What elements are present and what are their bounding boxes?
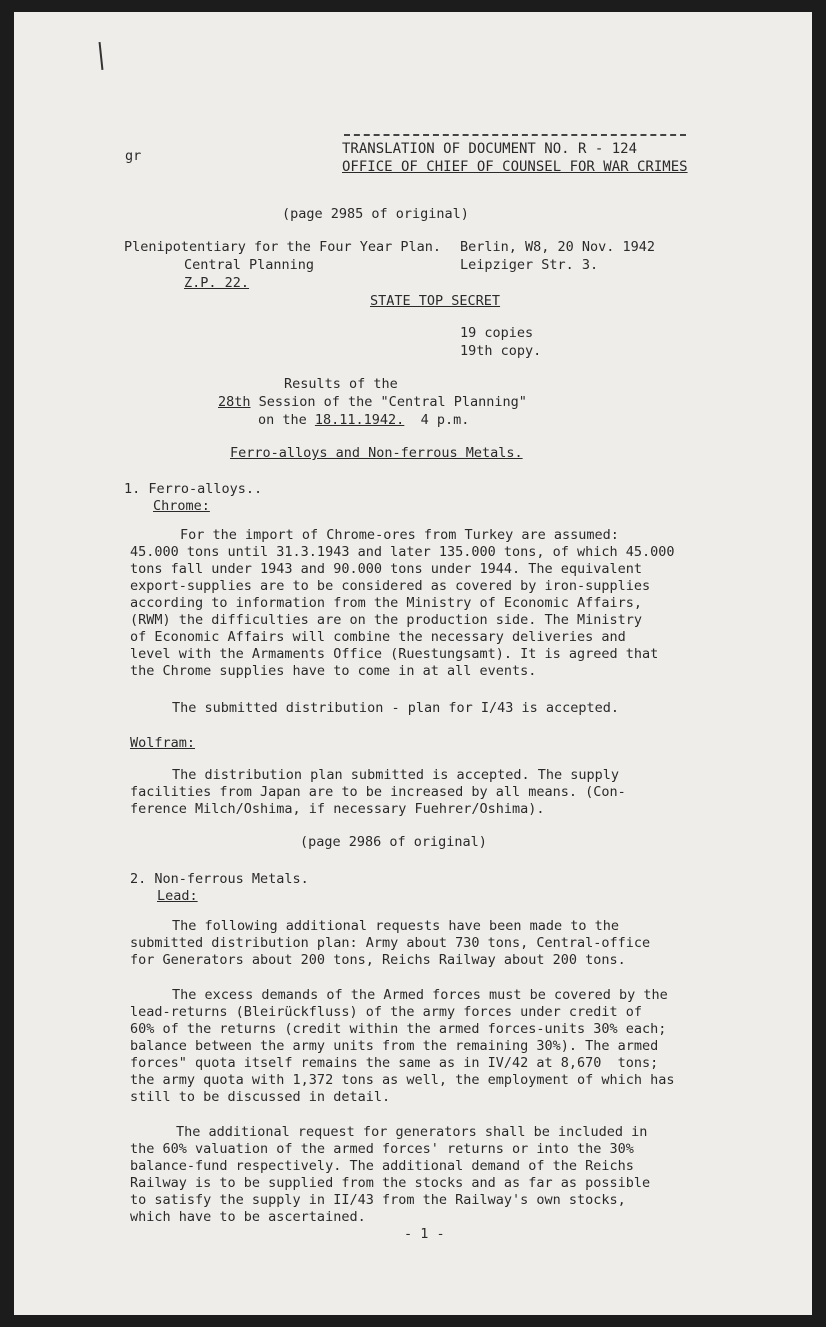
page-reference-top: (page 2985 of original) <box>282 206 469 222</box>
header-dash-line <box>344 134 686 136</box>
classification-label: STATE TOP SECRET <box>370 293 501 309</box>
sender-line-2: Central Planning <box>184 257 315 273</box>
lead-para-3-line-3: balance-fund respectively. The additional demand of the Reichs <box>130 1158 634 1174</box>
lead-para-1-line-3: for Generators about 200 tons, Reichs Railway about 200 tons. <box>130 952 626 968</box>
wolfram-subheading: Wolfram: <box>130 735 196 751</box>
session-number: 28th <box>218 394 251 410</box>
wolfram-para-line-3: ference Milch/Oshima, if necessary Fuehrer/Oshima). <box>130 801 545 817</box>
subject-heading: Ferro-alloys and Non-ferrous Metals. <box>230 445 523 461</box>
lead-para-3-line-5: to satisfy the supply in II/43 from the Railway's own stocks, <box>130 1192 626 1208</box>
distribution-plan-accepted: The submitted distribution - plan for I/43 is accepted. <box>172 700 620 716</box>
pen-mark <box>99 42 103 70</box>
lead-para-1-line-2: submitted distribution plan: Army about 730 tons, Central-office <box>130 935 651 951</box>
title-line-1: Results of the <box>284 376 398 392</box>
lead-para-2-line-1: The excess demands of the Armed forces must be covered by the <box>172 987 668 1003</box>
lead-para-2-line-3: 60% of the returns (credit within the armed forces-units 30% each; <box>130 1021 667 1037</box>
chrome-para-line-8: level with the Armaments Office (Ruestungsamt). It is agreed that <box>130 646 659 662</box>
chrome-para-line-4: export-supplies are to be considered as covered by iron-supplies <box>130 578 651 594</box>
wolfram-para-line-2: facilities from Japan are to be increased by all means. (Con- <box>130 784 626 800</box>
chrome-para-line-7: of Economic Affairs will combine the necessary deliveries and <box>130 629 626 645</box>
sender-line-1: Plenipotentiary for the Four Year Plan. <box>124 239 441 255</box>
lead-para-2-line-7: still to be discussed in detail. <box>130 1089 391 1105</box>
header-translation-line: TRANSLATION OF DOCUMENT NO. R - 124 <box>342 141 638 157</box>
copies-count: 19 copies <box>460 325 534 341</box>
lead-para-2-line-6: the army quota with 1,372 tons as well, the employment of which has <box>130 1072 675 1088</box>
session-title: Session of the "Central Planning" <box>250 394 527 410</box>
lead-para-3-line-2: the 60% valuation of the armed forces' returns or into the 30% <box>130 1141 634 1157</box>
chrome-para-line-3: tons fall under 1943 and 90.000 tons under 1944. The equivalent <box>130 561 643 577</box>
session-time: 4 p.m. <box>404 412 470 428</box>
wolfram-para-line-1: The distribution plan submitted is accepted. The supply <box>172 767 620 783</box>
lead-para-3-line-6: which have to be ascertained. <box>130 1209 366 1225</box>
header-office-line: OFFICE OF CHIEF OF COUNSEL FOR WAR CRIMES <box>342 159 688 175</box>
chrome-para-line-6: (RWM) the difficulties are on the production side. The Ministry <box>130 612 643 628</box>
chrome-para-line-1: For the import of Chrome-ores from Turkey are assumed: <box>180 527 619 543</box>
lead-para-3-line-1: The additional request for generators shall be included in <box>176 1124 648 1140</box>
translator-initials: gr <box>125 148 142 164</box>
lead-subheading: Lead: <box>157 888 198 904</box>
chrome-para-line-9: the Chrome supplies have to come in at all events. <box>130 663 537 679</box>
lead-para-2-line-2: lead-returns (Bleirückfluss) of the army forces under credit of <box>130 1004 643 1020</box>
title-line-3 <box>258 413 469 428</box>
section-2-heading: 2. Non-ferrous Metals. <box>130 871 309 887</box>
lead-para-3-line-4: Railway is to be supplied from the stocks and as far as possible <box>130 1175 651 1191</box>
section-1-heading: 1. Ferro-alloys.. <box>124 481 263 497</box>
lead-para-2-line-4: balance between the army units from the remaining 30%). The armed <box>130 1038 659 1054</box>
page-reference-mid: (page 2986 of original) <box>300 834 487 850</box>
document-page <box>14 12 812 1315</box>
lead-para-1-line-1: The following additional requests have been made to the <box>172 918 620 934</box>
sender-reference: Z.P. 22. <box>184 275 250 291</box>
lead-para-2-line-5: forces" quota itself remains the same as in IV/42 at 8,670 tons; <box>130 1055 659 1071</box>
title-date-prefix: on the <box>258 412 315 428</box>
title-line-2 <box>218 395 527 410</box>
page-number: - 1 - <box>404 1226 445 1242</box>
session-date: 18.11.1942. <box>314 412 405 428</box>
chrome-para-line-5: according to information from the Ministry of Economic Affairs, <box>130 595 643 611</box>
address-line: Leipziger Str. 3. <box>460 257 599 273</box>
chrome-subheading: Chrome: <box>153 498 210 514</box>
chrome-para-line-2: 45.000 tons until 31.3.1943 and later 135.000 tons, of which 45.000 <box>130 544 675 560</box>
place-date-line: Berlin, W8, 20 Nov. 1942 <box>460 239 656 255</box>
copy-number: 19th copy. <box>460 343 542 359</box>
